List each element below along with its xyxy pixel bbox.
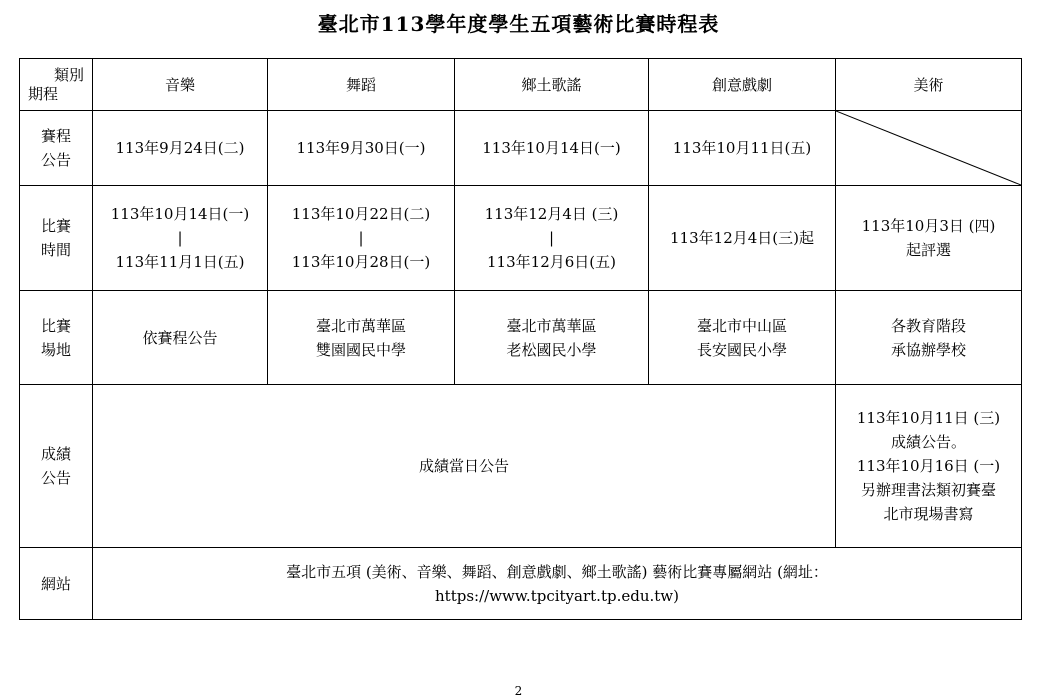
schedule-table (19, 58, 1022, 620)
column-header-music: 音樂 (93, 59, 268, 111)
venue-music: 依賽程公告 (93, 291, 268, 385)
diagonal-line (836, 111, 1021, 185)
table-row-results (20, 385, 1022, 548)
row-label-website: 網站 (20, 548, 93, 620)
venue-folk-song: 臺北市萬華區 老松國民小學 (455, 291, 649, 385)
page-number: 2 (514, 684, 523, 698)
website-description: 臺北市五項 (美術、音樂、舞蹈、創意戲劇、鄉土歌謠) 藝術比賽專屬網站 (網址： (286, 562, 828, 581)
column-header-dance: 舞蹈 (268, 59, 455, 111)
period-label: 期程 (28, 85, 59, 103)
time-fine-art: 113年10月3日 (四) 起評選 (836, 186, 1022, 291)
website-url-link[interactable]: https://www.tpcityart.tp.edu.tw) (435, 586, 679, 605)
table-row-announcement (20, 111, 1022, 186)
time-music: 113年10月14日(一) | 113年11月1日(五) (93, 186, 268, 291)
announce-date-music: 113年9月24日(二) (93, 111, 268, 186)
corner-header-cell (20, 59, 93, 111)
column-header-creative-drama: 創意戲劇 (649, 59, 836, 111)
row-label-venue: 比賽 場地 (20, 291, 93, 385)
time-dance: 113年10月22日(二) | 113年10月28日(一) (268, 186, 455, 291)
header-row (20, 59, 1022, 111)
venue-fine-art: 各教育階段 承協辦學校 (836, 291, 1022, 385)
announce-empty-diagonal-cell (836, 111, 1022, 186)
row-label-results: 成績 公告 (20, 385, 93, 548)
category-label: 類別 (53, 66, 84, 84)
results-fine-art: 113年10月11日 (三) 成績公告。 113年10月16日 (一) 另辦理書法類初賽臺 北市現場書寫 (836, 385, 1022, 548)
table-row-website (20, 548, 1022, 620)
venue-dance: 臺北市萬華區 雙園國民中學 (268, 291, 455, 385)
page-title: 臺北市113學年度學生五項藝術比賽時程表 (317, 12, 720, 36)
venue-creative-drama: 臺北市中山區 長安國民小學 (649, 291, 836, 385)
table-row-competition-time (20, 186, 1022, 291)
table-row-venue (20, 291, 1022, 385)
column-header-fine-art: 美術 (836, 59, 1022, 111)
results-same-day: 成績當日公告 (93, 385, 836, 548)
column-header-folk-song: 鄉土歌謠 (455, 59, 649, 111)
announce-date-creative-drama: 113年10月11日(五) (649, 111, 836, 186)
website-info (93, 548, 1022, 620)
announce-date-dance: 113年9月30日(一) (268, 111, 455, 186)
time-creative-drama: 113年12月4日(三)起 (649, 186, 836, 291)
time-folk-song: 113年12月4日 (三) | 113年12月6日(五) (455, 186, 649, 291)
row-label-competition-time: 比賽 時間 (20, 186, 93, 291)
announce-date-folk-song: 113年10月14日(一) (455, 111, 649, 186)
row-label-announcement: 賽程 公告 (20, 111, 93, 186)
